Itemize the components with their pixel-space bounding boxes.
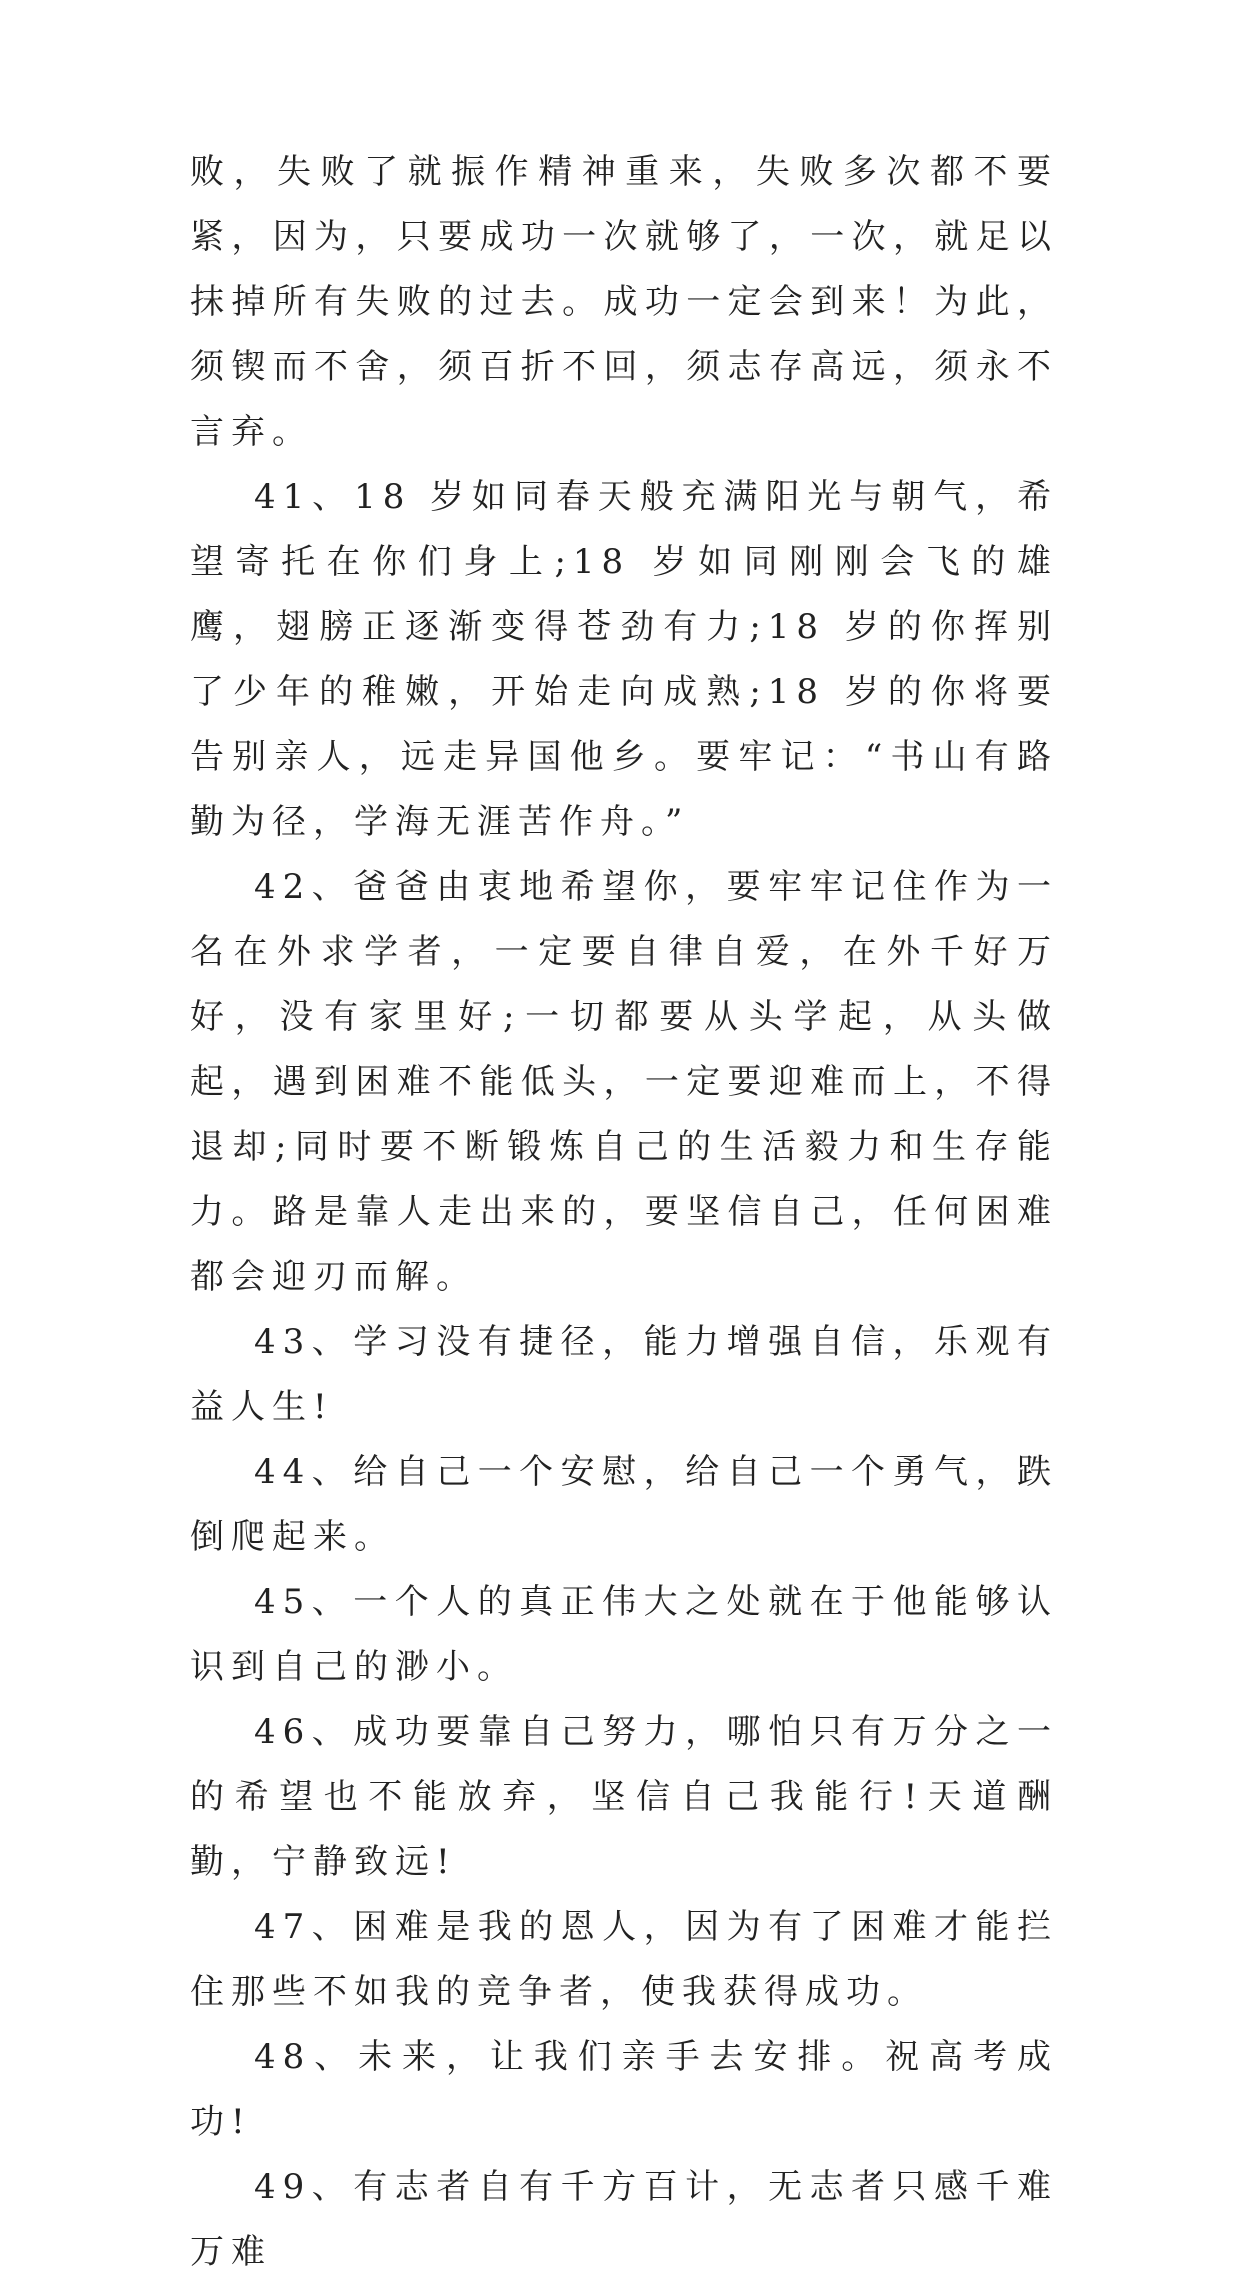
paragraph-45: 45、一个人的真正伟大之处就在于他能够认识到自己的渺小。	[190, 1582, 1058, 1687]
paragraph-47: 47、困难是我的恩人，因为有了困难才能拦住那些不如我的竞争者，使我获得成功。	[190, 1907, 1058, 2012]
paragraph-42: 42、爸爸由衷地希望你，要牢牢记住作为一名在外求学者，一定要自律自爱，在外千好万好，没有家里好;一切都要从头学起，从头做起，遇到困难不能低头，一定要迎难而上，不得退却;同时要不断锻炼自己的生活毅力和生存能力。路是靠人走出来的，要坚信自己，任何困难都会迎刃而解。	[190, 867, 1058, 1297]
paragraph-48: 48、未来，让我们亲手去安排。祝高考成功!	[190, 2037, 1058, 2142]
paragraph-46: 46、成功要靠自己努力，哪怕只有万分之一的希望也不能放弃，坚信自己我能行!天道酬勤，宁静致远!	[190, 1712, 1058, 1882]
document-body	[190, 140, 1058, 2285]
paragraph-44: 44、给自己一个安慰，给自己一个勇气，跌倒爬起来。	[190, 1452, 1058, 1557]
paragraph-43: 43、学习没有捷径，能力增强自信，乐观有益人生!	[190, 1322, 1058, 1427]
paragraph-41: 41、18 岁如同春天般充满阳光与朝气，希望寄托在你们身上;18 岁如同刚刚会飞的雄鹰，翅膀正逐渐变得苍劲有力;18 岁的你挥别了少年的稚嫩，开始走向成熟;18 岁的你将要告别亲人，远走异国他乡。要牢记：“书山有路勤为径，学海无涯苦作舟。”	[190, 477, 1058, 842]
paragraph-49: 49、有志者自有千方百计，无志者只感千难万难	[190, 2167, 1058, 2272]
paragraph-40-continued: 败，失败了就振作精神重来，失败多次都不要紧，因为，只要成功一次就够了，一次，就足以抹掉所有失败的过去。成功一定会到来！为此，须锲而不舍，须百折不回，须志存高远，须永不言弃。	[190, 152, 1058, 452]
